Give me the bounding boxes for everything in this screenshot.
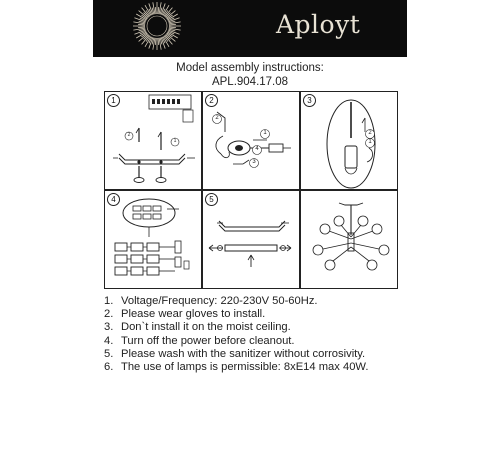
step-2-number: 2 [205,94,218,107]
sun-ray [165,8,173,17]
step-3-callout: 2 [368,130,372,136]
assembled-chandelier-panel [300,190,398,289]
note-number: 6. [104,361,114,374]
step-5-diagram [203,191,301,290]
step-1-callout: 1 [173,138,177,144]
sun-ray [142,35,150,44]
step-5-panel [202,190,300,289]
step-1-diagram [105,92,203,191]
note-number: 4. [104,334,114,347]
sun-ray [155,38,156,45]
assembly-steps-grid [104,91,398,289]
note-text: Turn off the power before cleanout. [121,334,295,347]
chandelier-icon [301,191,399,290]
step-3-diagram [301,92,399,191]
sun-ray [169,27,176,28]
note-item [104,361,368,374]
step-3-number: 3 [303,94,316,107]
step-2-diagram [203,92,301,191]
note-number: 1. [104,295,114,307]
sun-ray [165,35,173,44]
sun-ray [138,24,145,25]
sun-ray [166,34,175,42]
note-number: 3. [104,321,114,334]
step-2-callout: 2 [215,115,219,121]
step-2-callout: 4 [255,146,259,152]
note-number: 2. [104,308,114,321]
note-text: Please wash with the sanitizer without corrosivity. [121,347,366,360]
step-4-diagram [105,191,203,290]
step-2-callout: 1 [263,130,267,136]
sun-ray [139,11,148,19]
brand-name: Aployt [276,10,361,39]
note-item [104,335,368,348]
model-number: APL.904.17.08 [211,76,289,88]
note-item [104,295,368,308]
sun-ray [169,24,176,25]
sun-ray [158,38,159,45]
step-1-number: 1 [107,94,120,107]
sun-ray [158,7,159,14]
step-3-panel [300,91,398,190]
document-title: Model assembly instructions: [176,62,324,74]
brand-banner [93,0,407,57]
step-5-number: 5 [205,193,218,206]
note-text: The use of lamps is permissible: 8xE14 max 40W. [121,361,369,374]
step-2-panel [202,91,300,190]
sun-ray [138,27,145,28]
note-item [104,348,368,361]
note-item [104,321,368,334]
sun-ray [166,11,175,19]
sun-ray [142,8,150,17]
note-text: Please wear gloves to install. [121,308,266,321]
step-1-panel [104,91,202,190]
sun-ray [155,7,156,14]
note-number: 5. [104,347,114,360]
note-item [104,308,368,321]
note-text: Voltage/Frequency: 220-230V 50-60Hz. [121,295,318,307]
step-2-callout: 3 [252,159,256,165]
step-1-callout: 2 [127,132,131,138]
step-4-number: 4 [107,193,120,206]
sun-ray [139,34,148,42]
safety-notes-list [104,295,368,374]
note-text: Don`t install it on the moist ceiling. [121,321,291,334]
step-3-callout: 1 [368,139,372,145]
step-4-panel [104,190,202,289]
